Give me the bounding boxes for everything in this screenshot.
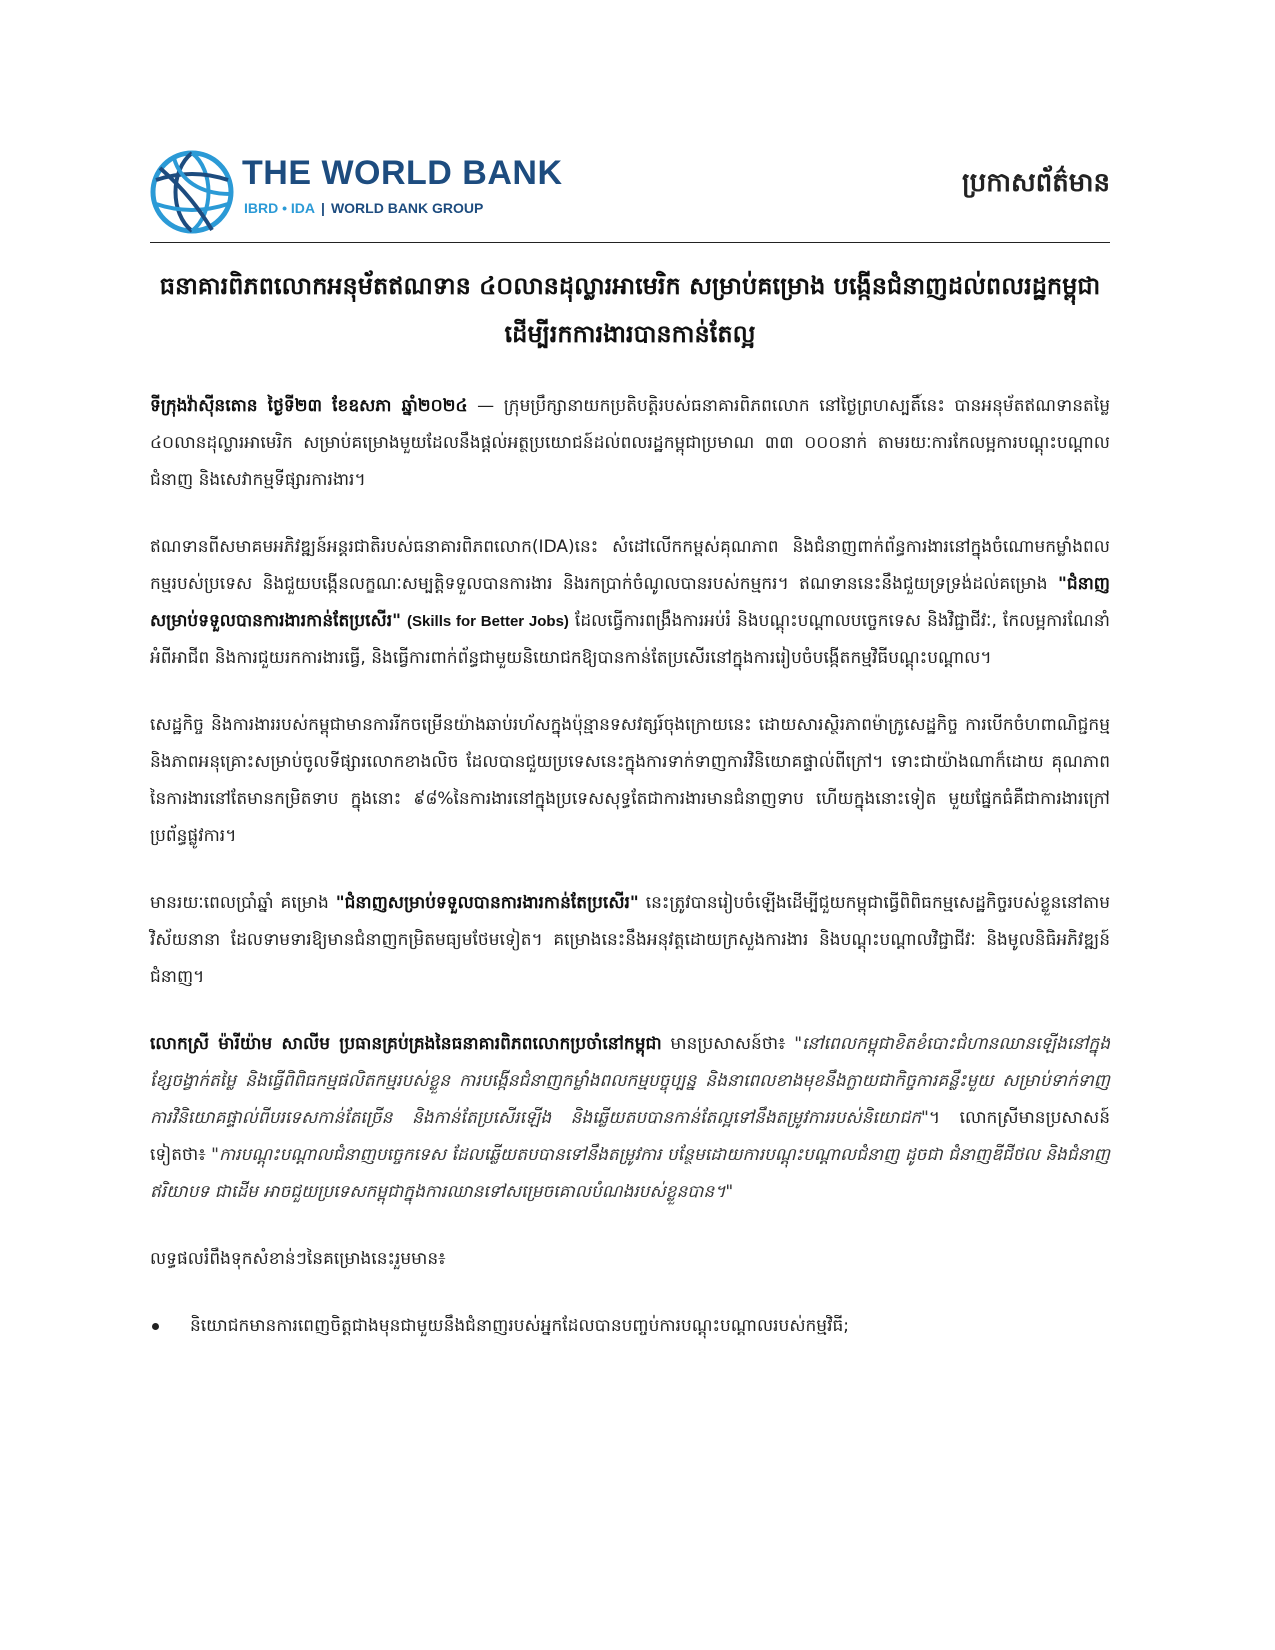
speaker: លោកស្រី ម៉ារីយ៉ាម សាលីម ប្រធានគ្រប់គ្រងនៃធនាគារពិភពលោកប្រចាំនៅកម្ពុជា [150,1034,662,1054]
globe-icon [150,150,234,234]
paragraph-2-text-a: ឥណទានពីសមាគមអភិវឌ្ឍន៍អន្តរជាតិរបស់ធនាគារពិភពលោក(IDA)នេះ សំដៅលើកកម្ពស់គុណភាព និងជំនាញពាក់ព័ន្ធការងារនៅក្នុងចំណោមកម្លាំងពលកម្មរបស់ប្រទេស និងជួយបង្កើនលក្ខណៈសម្បត្តិទទួលបានការងារ និងរកប្រាក់ចំណូលបានរបស់កម្មករ។ ឥណទាននេះនឹងជួយទ្រទ្រង់ដល់គម្រោង [150,537,1110,594]
project-name-km: "ជំនាញសម្រាប់ទទួលបានការងារកាន់តែប្រសើរ" [150,574,1110,631]
paragraph-3: សេដ្ឋកិច្ច និងការងាររបស់កម្ពុជាមានការរីកចម្រើនយ៉ាងឆាប់រហ័សក្នុងប៉ុន្មានទសវត្សរ៍ចុងក្រោយនេះ ដោយសារស្ថិរភាពម៉ាក្រូសេដ្ឋកិច្ច ការបើកចំហពាណិជ្ជកម្ម និងភាពអនុគ្រោះសម្រាប់ចូលទីផ្សារលោកខាងលិច ដែលបានជួយប្រទេសនេះក្នុងការទាក់ទាញការវិនិយោគផ្ទាល់ពីក្រៅ។ ទោះជាយ៉ាងណាក៏ដោយ គុណភាពនៃការងារនៅតែមានកម្រិតទាប ក្នុងនោះ ៩៨%នៃការងារនៅក្នុងប្រទេសសុទ្ធតែជាការងារមានជំនាញទាប ហើយក្នុងនោះទៀត មួយផ្នែកធំគឺជាការងារក្រៅប្រព័ន្ធផ្លូវការ។ [150,715,1110,846]
paragraph-1 [150,388,1110,499]
press-release-label: ប្រកាសព័ត៌មាន [961,168,1110,198]
quote-2: "ការបណ្តុះបណ្តាលជំនាញបច្ចេកទេស ដែលឆ្លើយតបបានទៅនឹងតម្រូវការ បន្ថែមដោយការបណ្តុះបណ្តាលជំនាញ ដូចជា ជំនាញឌីជីថល និងជំនាញឥរិយាបទ ជាដើម អាចជួយប្រទេសកម្ពុជាក្នុងការឈានទៅសម្រេចគោលបំណងរបស់ខ្លួនបាន។" [150,1145,1110,1202]
paragraph-2-text-b: ដែលធ្វើការពង្រឹងការអប់រំ និងបណ្តុះបណ្តាលបច្ចេកទេស និងវិជ្ជាជីវៈ, កែលម្អការណែនាំអំពីអាជីព និងការជួយរកការងារធ្វើ, និងធ្វើការពាក់ព័ន្ធជាមួយនិយោជកឱ្យបានកាន់តែប្រសើរនៅក្នុងការរៀបចំបង្កើតកម្មវិធីបណ្តុះបណ្តាល។ [150,611,1110,668]
dateline: ទីក្រុងវ៉ាស៊ីនតោន ថ្ងៃទី២៣ ខែឧសភា ឆ្នាំ២០២៤ [150,396,468,416]
paragraph-6: លទ្ធផលរំពឹងទុកសំខាន់ៗនៃគម្រោងនេះរួមមាន៖ [150,1249,446,1269]
header [150,148,1110,240]
paragraph-1-text: — ក្រុមប្រឹក្សានាយកប្រតិបត្តិរបស់ធនាគារពិភពលោក នៅថ្ងៃព្រហស្បតិ៍នេះ បានអនុម័តឥណទានតម្លៃ ៤០លានដុល្លារអាមេរិក សម្រាប់គម្រោងមួយដែលនឹងផ្ដល់អត្ថប្រយោជន៍ដល់ពលរដ្ឋកម្ពុជាប្រមាណ ៣៣ ០០០នាក់ តាមរយៈការកែលម្អការបណ្ដុះបណ្ដាលជំនាញ និងសេវាកម្មទីផ្សារការងារ។ [150,396,1111,490]
logo-sub-ibrd: IBRD • IDA [244,200,316,216]
said-2: ។ លោកស្រីមានប្រសាសន៍ទៀតថា៖ [150,1108,1110,1165]
bullet-icon [152,1323,159,1330]
results-list [150,1308,1110,1345]
logo-title: THE WORLD BANK [242,154,563,192]
paragraph-4-text-a: មានរយៈពេលប្រាំឆ្នាំ គម្រោង [150,893,336,913]
list-item-text: និយោជកមានការពេញចិត្តជាងមុនជាមួយនឹងជំនាញរបស់អ្នកដែលបានបញ្ចប់ការបណ្តុះបណ្តាលរបស់កម្មវិធី; [190,1316,849,1336]
paragraph-4-text-b: នេះត្រូវបានរៀបចំឡើងដើម្បីជួយកម្ពុជាធ្វើពិពិធកម្មសេដ្ឋកិច្ចរបស់ខ្លួននៅតាមវិស័យនានា ដែលទាមទារឱ្យមានជំនាញកម្រិតមធ្យមថែមទៀត។ គម្រោងនេះនឹងអនុវត្តដោយក្រសួងការងារ និងបណ្តុះបណ្តាលវិជ្ជាជីវៈ និងមូលនិធិអភិវឌ្ឍន៍ជំនាញ។ [150,893,1111,987]
article-body [150,388,1110,1345]
headline: ធនាគារពិភពលោកអនុម័តឥណទាន ៤០លានដុល្លារអាមេរិក សម្រាប់គម្រោង បង្កើនជំនាញដល់ពលរដ្ឋកម្ពុជាដើម្បីរកការងារបានកាន់តែល្អ [159,272,1101,348]
list-item [190,1308,1110,1345]
header-divider [150,242,1110,243]
paragraph-4 [150,885,1110,996]
logo-sub-wbg: WORLD BANK GROUP [330,200,484,216]
project-name-en: (Skills for Better Jobs) [407,613,569,630]
said-1: មានប្រសាសន៍ថា៖ [661,1034,795,1054]
paragraph-2 [150,529,1110,677]
paragraph-5 [150,1026,1110,1211]
quote-1: "នៅពេលកម្ពុជាខិតខំបោះជំហានឈានឡើងនៅក្នុងខ្សែចង្វាក់តម្លៃ និងធ្វើពិពិធកម្មផលិតកម្មរបស់ខ្លួន ការបង្កើនជំនាញកម្លាំងពលកម្មបច្ចុប្បន្ន និងនាពេលខាងមុខនឹងក្លាយជាកិច្ចការគន្លឹះមួយ សម្រាប់ទាក់ទាញការវិនិយោគផ្ទាល់ពីបរទេសកាន់តែច្រើន និងកាន់តែប្រសើរឡើង និងឆ្លើយតបបានកាន់តែល្អទៅនឹងតម្រូវការរបស់និយោជក" [150,1034,1110,1128]
logo-sub-separator: | [321,200,325,216]
world-bank-logo [150,148,590,240]
logo-subtitle [244,200,483,216]
project-name-km-2: "ជំនាញសម្រាប់ទទួលបានការងារកាន់តែប្រសើរ" [335,893,639,913]
